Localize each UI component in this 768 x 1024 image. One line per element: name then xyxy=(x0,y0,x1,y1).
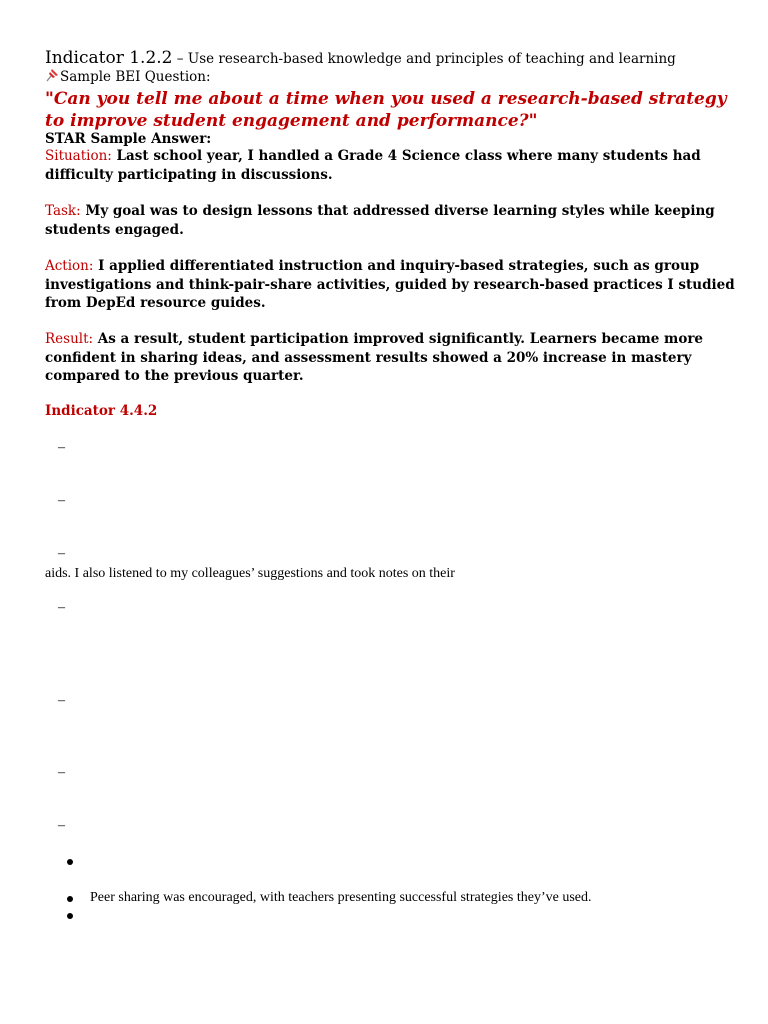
situation-label: Situation: xyxy=(45,148,112,164)
dash-marker: – xyxy=(58,818,65,833)
dash-marker: – xyxy=(58,493,65,508)
situation-text: Last school year, I handled a Grade 4 Science class where many students had difficulty participating in discussions. xyxy=(45,148,701,183)
dash-marker: – xyxy=(58,546,65,561)
dash-marker: – xyxy=(58,440,65,455)
situation-paragraph xyxy=(45,147,735,184)
bei-question: "Can you tell me about a time when you used a research-based strategy to improve student engagement and performance?" xyxy=(45,89,727,131)
bullet-point xyxy=(67,859,73,865)
aids-text-line: aids. I also listened to my colleagues’ suggestions and took notes on their xyxy=(45,566,455,581)
sample-question-label-row xyxy=(45,68,211,85)
indicator-2-heading: Indicator 4.4.2 xyxy=(45,403,158,419)
dash-marker: – xyxy=(58,765,65,780)
dash-marker: – xyxy=(58,693,65,708)
dash-marker: – xyxy=(58,600,65,615)
peer-sharing-text: Peer sharing was encouraged, with teachers presenting successful strategies they’ve used. xyxy=(90,890,592,905)
indicator-heading xyxy=(45,48,676,68)
star-title: STAR Sample Answer: xyxy=(45,131,212,147)
pushpin-icon xyxy=(45,68,59,82)
action-label: Action: xyxy=(45,258,94,274)
indicator-number: Indicator 1.2.2 xyxy=(45,48,173,68)
result-label: Result: xyxy=(45,331,94,347)
indicator-description: – Use research-based knowledge and principles of teaching and learning xyxy=(172,51,676,67)
task-text: My goal was to design lessons that addressed diverse learning styles while keeping students engaged. xyxy=(45,203,715,238)
result-text: As a result, student participation improved significantly. Learners became more confident in sharing ideas, and assessment results showed a 20% increase in mastery compared to the previous quarter. xyxy=(45,331,704,384)
action-text: I applied differentiated instruction and inquiry-based strategies, such as group investigations and think-pair-share activities, guided by research-based practices I studied from DepEd resource guides. xyxy=(45,258,735,311)
result-paragraph xyxy=(45,330,735,386)
bullet-point xyxy=(67,913,73,919)
action-paragraph xyxy=(45,257,735,313)
task-paragraph xyxy=(45,202,735,239)
sample-question-label: Sample BEI Question: xyxy=(60,69,211,85)
bullet-point xyxy=(67,896,73,902)
task-label: Task: xyxy=(45,203,81,219)
